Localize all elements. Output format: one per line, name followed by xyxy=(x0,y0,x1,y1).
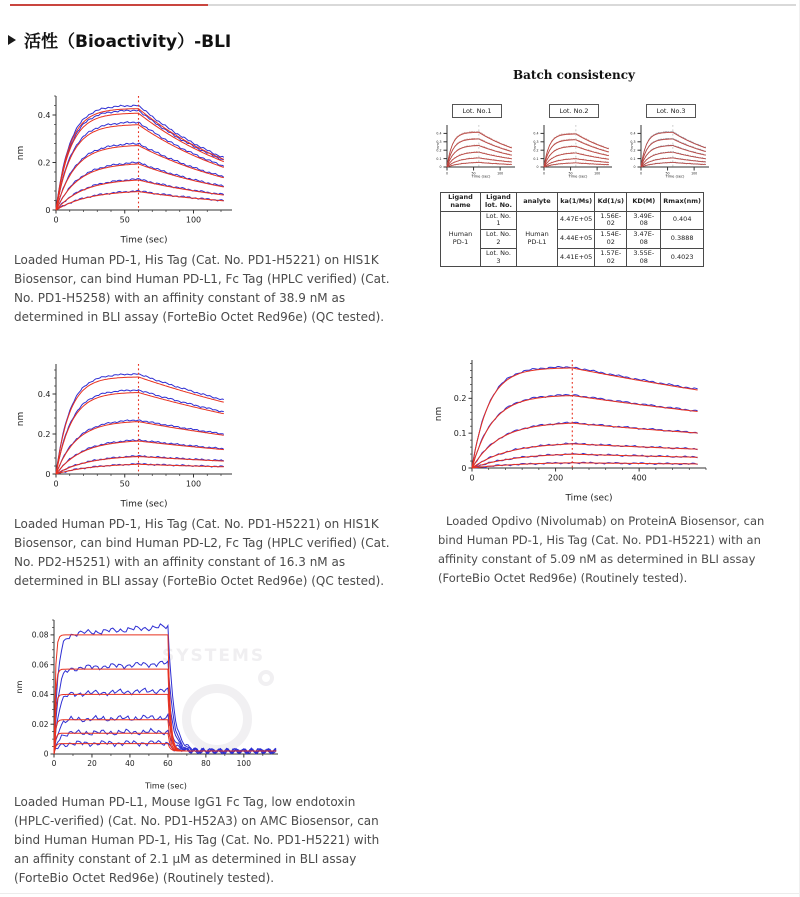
svg-text:0.1: 0.1 xyxy=(436,156,442,161)
sensorgram-plot xyxy=(629,121,713,179)
section-title: 活性（Bioactivity）-BLI xyxy=(24,32,232,52)
svg-text:nm: nm xyxy=(630,143,634,149)
section-expand-icon xyxy=(8,35,16,45)
svg-text:Time (sec): Time (sec) xyxy=(568,174,588,179)
table-cell: 1.56E-02 xyxy=(595,211,627,230)
table-cell: 4.41E+05 xyxy=(558,248,595,267)
assay-description-pdl2: Loaded Human PD-1, His Tag (Cat. No. PD1-H5221) on HIS1K Biosensor, can bind Human PD-L2, Fc Tag (HPLC verified) (Cat. No. PD2-H5251) with an affinity constant of 16.3 nM as determined in BLI assay (ForteBio Octet Red96e) (QC tested). xyxy=(14,517,390,588)
bli-chart-pd1-binds-pdl1 xyxy=(14,86,238,244)
svg-text:0: 0 xyxy=(639,171,643,176)
sensorgram-plot xyxy=(14,356,238,508)
lot-3-block xyxy=(626,98,716,183)
svg-text:100: 100 xyxy=(497,171,504,176)
batch-consistency-table xyxy=(440,192,704,267)
bli-chart-pd1-binds-pdl2 xyxy=(14,356,238,508)
svg-text:0.2: 0.2 xyxy=(436,148,442,153)
table-cell: 4.44E+05 xyxy=(558,230,595,249)
svg-text:nm: nm xyxy=(533,143,537,149)
table-cell: 1.54E-02 xyxy=(595,230,627,249)
table-row xyxy=(441,211,704,230)
svg-text:100: 100 xyxy=(594,171,601,176)
table-row xyxy=(441,248,704,267)
svg-text:0.2: 0.2 xyxy=(453,394,467,404)
svg-text:0: 0 xyxy=(439,165,442,170)
sensorgram-plot xyxy=(14,86,238,244)
svg-text:50: 50 xyxy=(568,171,573,176)
svg-text:0.4: 0.4 xyxy=(37,389,51,399)
table-header-cell: analyte xyxy=(517,193,558,212)
svg-text:50: 50 xyxy=(471,171,476,176)
lot-2-block xyxy=(529,98,619,183)
svg-text:40: 40 xyxy=(125,759,135,768)
svg-text:200: 200 xyxy=(547,473,564,483)
svg-text:0: 0 xyxy=(51,759,57,768)
svg-text:0: 0 xyxy=(45,205,51,215)
bli-chart-opdivo-binds-pd1 xyxy=(432,352,714,502)
svg-text:0.3: 0.3 xyxy=(436,139,442,144)
table-header-cell: Ligand lot. No. xyxy=(481,193,517,212)
table-cell: 0.404 xyxy=(661,211,704,230)
table-header-cell: Rmax(nm) xyxy=(661,193,704,212)
table-cell: 3.47E-08 xyxy=(627,230,661,249)
svg-text:0.1: 0.1 xyxy=(533,156,539,161)
table-cell: Lot. No. 3 xyxy=(481,248,517,267)
svg-text:0.4: 0.4 xyxy=(436,131,442,136)
svg-text:0: 0 xyxy=(43,749,49,759)
svg-text:nm: nm xyxy=(16,411,26,427)
batch-consistency-title: Batch consistency xyxy=(513,68,635,82)
svg-text:nm: nm xyxy=(16,145,26,161)
svg-text:0: 0 xyxy=(536,165,539,170)
table-header-row xyxy=(441,193,704,212)
svg-text:0: 0 xyxy=(542,171,546,176)
table-header-cell: Ligand name xyxy=(441,193,481,212)
section-rule-active xyxy=(10,4,208,6)
svg-text:100: 100 xyxy=(691,171,698,176)
svg-text:0.2: 0.2 xyxy=(630,148,636,153)
sensorgram-plot xyxy=(532,121,616,179)
table-header-cell: ka(1/Ms) xyxy=(558,193,595,212)
assay-description-pdl1: Loaded Human PD-1, His Tag (Cat. No. PD1-H5221) on HIS1K Biosensor, can bind Human PD-L1, Fc Tag (HPLC verified) (Cat. No. PD1-H5258) with an affinity constant of 38.9 nM as determined in BLI assay (ForteBio Octet Red96e) (QC tested). xyxy=(14,253,390,324)
lot-1-block xyxy=(432,98,522,183)
lot-2-sensorgram xyxy=(532,121,616,183)
page-bottom-divider xyxy=(0,893,800,894)
assay-description-opdivo: Loaded Opdivo (Nivolumab) on ProteinA Biosensor, can bind Human PD-1, His Tag (Cat. No. PD1-H5221) with an affinity constant of 5.09 nM as determined in BLI assay (ForteBio Octet Red96e) (Routinely tested). xyxy=(438,514,765,585)
svg-text:0.08: 0.08 xyxy=(31,630,49,640)
svg-text:0: 0 xyxy=(469,473,475,483)
svg-text:100: 100 xyxy=(185,479,202,489)
svg-text:0.4: 0.4 xyxy=(630,131,636,136)
svg-text:0.3: 0.3 xyxy=(533,139,539,144)
svg-text:0.1: 0.1 xyxy=(453,429,467,439)
svg-text:20: 20 xyxy=(87,759,97,768)
svg-text:Time (sec): Time (sec) xyxy=(120,499,168,508)
svg-text:60: 60 xyxy=(163,759,173,768)
svg-text:nm: nm xyxy=(15,680,24,694)
table-cell: 3.55E-08 xyxy=(627,248,661,267)
svg-text:0: 0 xyxy=(53,215,59,225)
svg-text:0.04: 0.04 xyxy=(31,690,49,700)
svg-text:0.2: 0.2 xyxy=(37,158,51,168)
svg-text:100: 100 xyxy=(185,215,202,225)
table-cell: Lot. No. 2 xyxy=(481,230,517,249)
svg-text:80: 80 xyxy=(201,759,211,768)
svg-text:0.02: 0.02 xyxy=(31,719,49,729)
svg-text:0: 0 xyxy=(445,171,449,176)
svg-text:50: 50 xyxy=(119,215,130,225)
svg-text:0: 0 xyxy=(461,463,467,473)
ligand-name-cell: Human PD-1 xyxy=(441,211,481,267)
sensorgram-plot xyxy=(435,121,519,179)
table-row xyxy=(441,230,704,249)
lot-1-label: Lot. No.1 xyxy=(452,104,501,118)
table-header-cell: KD(M) xyxy=(627,193,661,212)
lot-1-sensorgram xyxy=(435,121,519,183)
sensorgram-plot xyxy=(14,612,286,790)
table-cell: Lot. No. 1 xyxy=(481,211,517,230)
bli-chart-pdl1-binds-pd1 xyxy=(14,612,286,790)
svg-text:50: 50 xyxy=(665,171,670,176)
svg-text:50: 50 xyxy=(119,479,130,489)
svg-text:nm: nm xyxy=(434,406,444,422)
section-rule xyxy=(208,4,796,6)
svg-text:100: 100 xyxy=(236,759,251,768)
table-header-cell: Kd(1/s) xyxy=(595,193,627,212)
svg-text:400: 400 xyxy=(631,473,647,483)
svg-text:Time (sec): Time (sec) xyxy=(665,174,685,179)
table-cell: 0.3888 xyxy=(661,230,704,249)
svg-text:0.3: 0.3 xyxy=(630,139,636,144)
acro-watermark-text: SYSTEMS xyxy=(162,646,266,666)
lot-2-label: Lot. No.2 xyxy=(549,104,598,118)
lot-3-sensorgram xyxy=(629,121,713,183)
svg-text:0.4: 0.4 xyxy=(37,110,51,120)
batch-consistency-panel xyxy=(428,68,720,267)
table-cell: 3.49E-08 xyxy=(627,211,661,230)
svg-text:0: 0 xyxy=(45,469,51,479)
svg-text:Time (sec): Time (sec) xyxy=(120,235,168,244)
table-cell: 1.57E-02 xyxy=(595,248,627,267)
svg-text:nm: nm xyxy=(436,143,440,149)
svg-text:Time (sec): Time (sec) xyxy=(471,174,491,179)
svg-text:0.4: 0.4 xyxy=(533,131,539,136)
lot-3-label: Lot. No.3 xyxy=(646,104,695,118)
table-cell: 4.47E+05 xyxy=(558,211,595,230)
table-cell: 0.4023 xyxy=(661,248,704,267)
svg-text:0.06: 0.06 xyxy=(31,660,49,670)
svg-text:0: 0 xyxy=(633,165,636,170)
svg-text:0.2: 0.2 xyxy=(37,429,51,439)
analyte-cell: Human PD-L1 xyxy=(517,211,558,267)
sensorgram-plot xyxy=(432,352,714,502)
svg-text:0.1: 0.1 xyxy=(630,156,636,161)
assay-description-pd1-h52a3: Loaded Human PD-L1, Mouse IgG1 Fc Tag, low endotoxin (HPLC-verified) (Cat. No. PD1-H52A3) on AMC Biosensor, can bind Human Human PD-1, His Tag (Cat. No. PD1-H5221) with an affinity constant of 2.1 μM as determined in BLI assay (ForteBio Octet Red96e) (Routinely tested). xyxy=(14,795,380,885)
svg-text:0.2: 0.2 xyxy=(533,148,539,153)
svg-text:0: 0 xyxy=(53,479,59,489)
svg-text:Time (sec): Time (sec) xyxy=(565,493,613,502)
lot-charts-row xyxy=(428,98,720,183)
section-header-bioactivity-bli[interactable] xyxy=(8,27,231,52)
svg-text:Time (sec): Time (sec) xyxy=(145,781,187,790)
